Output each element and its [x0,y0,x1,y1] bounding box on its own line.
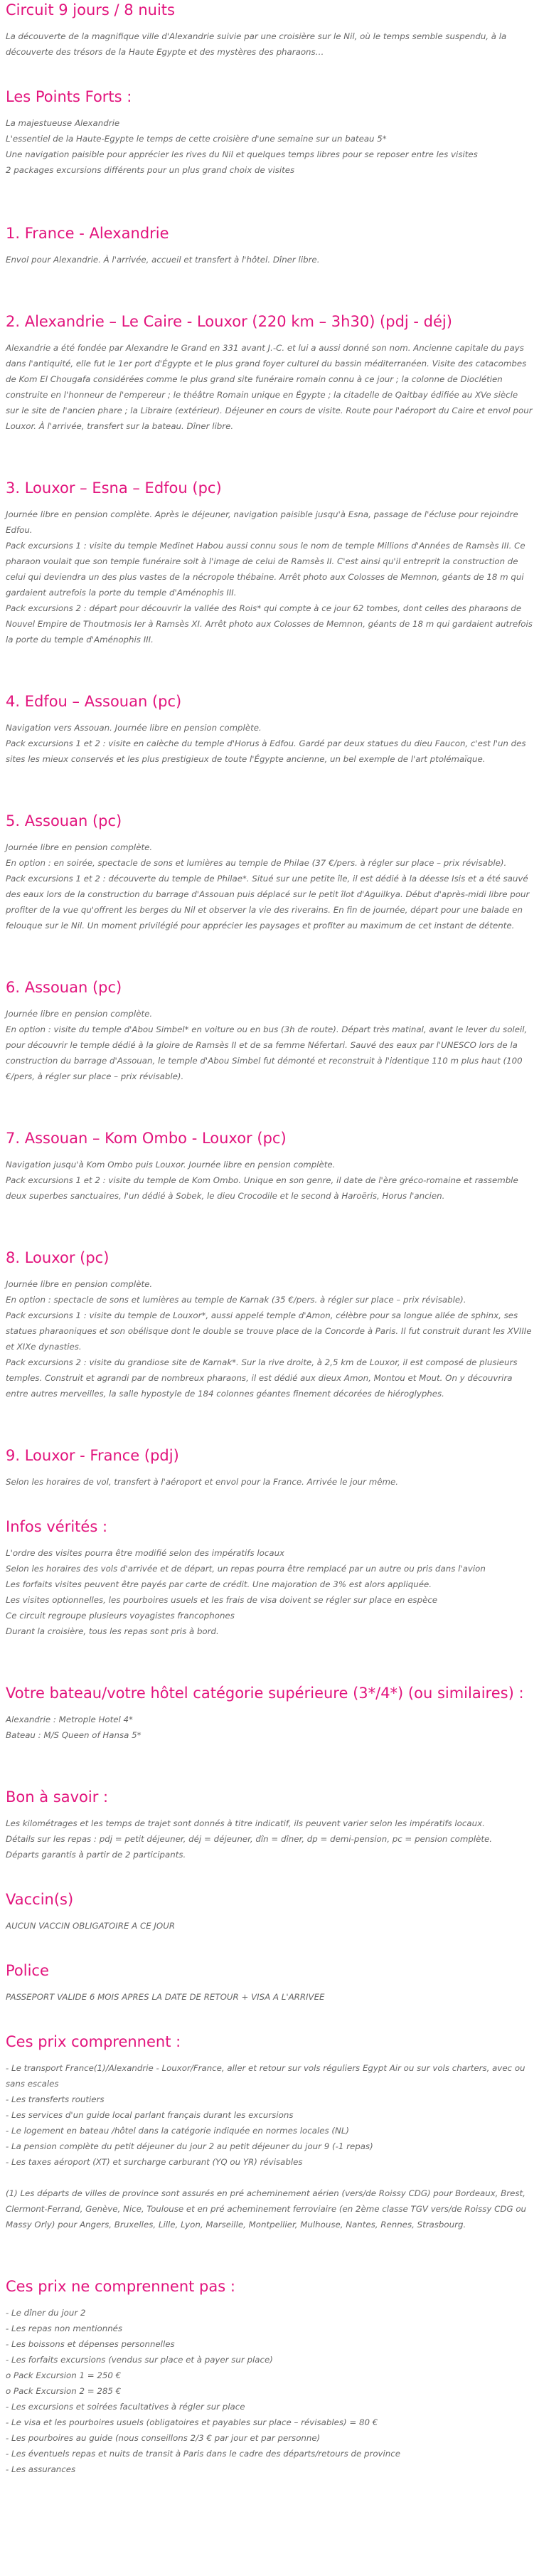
section-title: Votre bateau/votre hôtel catégorie supérieure (3*/4*) (ou similaires) : [6,1685,524,1702]
section-points-forts [6,60,533,178]
section-title: 4. Edfou – Assouan (pc) [6,693,182,710]
section-title: Infos vérités : [6,1518,108,1535]
section-title: Circuit 9 jours / 8 nuits [6,1,175,18]
section-title: Ces prix ne comprennent pas : [6,2278,235,2295]
section-jour-5 [6,767,533,933]
section-title: Vaccin(s) [6,1891,74,1908]
section-jour-6 [6,933,533,1084]
section-infos-verites [6,1490,533,1639]
section-body: Les kilométrages et les temps de trajet sont donnés à titre indicatif, ils peuvent varier selon les impératifs locaux. Détails sur les repas : pdj = petit déjeuner, déj = déjeuner, dîn = dîner, dp = demi-pension, pc = pension complète. Départs garantis à partir de 2 participants. [6,1818,493,1860]
section-title: 1. France - Alexandrie [6,225,169,242]
section-title: Bon à savoir : [6,1788,109,1806]
section-vaccin [6,1862,533,1934]
section-body: Alexandrie : Metrople Hotel 4* Bateau : M/S Queen of Hansa 5* [6,1714,142,1740]
section-bateau [6,1639,533,1743]
section-body: Journée libre en pension complète. Après le déjeuner, navigation paisible jusqu'à Esna, passage de l'écluse pour rejoindre Edfou. Pack excursions 1 : visite du temple Medinet Habou aussi connu sous le nom de temple Millions d'Années de Ramsès III. Ce pharaon voulait que son temple funéraire soit à l'image de celui de Ramsès II. C'est ainsi qu'il entreprit la construction de celui qui deviendra un des plus vastes de la nécropole thébaine. Arrêt photo aux Colosses de Memnon, géants de 18 m qui gardaient autrefois la porte du temple d'Aménophis III. Pack excursions 2 : départ pour découvrir la vallée des Rois* qui compte à ce jour 62 tombes, dont celles des pharaons de Nouvel Empire de Thoutmosis Ier à Ramsès XI. Arrêt photo aux Colosses de Memnon, géants de 18 m qui gardaient autrefois la porte du temple d'Aménophis III. [6,509,533,645]
section-title: 3. Louxor – Esna – Edfou (pc) [6,479,222,497]
section-body: L'ordre des visites pourra être modifié selon des impératifs locaux Selon les horaires des vols d'arrivée et de départ, un repas pourra être remplacé par un autre ou pris dans l'avion Les forfaits visites peuvent être payés par carte de crédit. Une majoration de 3% est alors appliquée. Les visites optionnelles, les pourboires usuels et les frais de visa doivent se régler sur place en espèce Ce circuit regroupe plusieurs voyagistes francophones Durant la croisière, tous les repas sont pris à bord. [6,1548,486,1636]
section-body: Alexandrie a été fondée par Alexandre le Grand en 331 avant J.-C. et lui a aussi donné son nom. Ancienne capitale du pays dans l'antiquité, elle fut le 1er port d'Égypte et le plus grand foyer culturel du bassin méditerranéen. Visite des catacombes de Kom El Chougafa considérées comme le plus grand site funéraire romain connu à ce jour ; la colonne de Dioclétien construite en l'honneur de l'empereur ; le théâtre Romain unique en Égypte ; la citadelle de Qaitbay édifiée au XVe siècle sur le site de l'ancien phare ; la Libraire (extérieur). Déjeuner en cours de visite. Route pour l'aéroport du Caire et envol pour Louxor. À l'arrivée, transfert sur la bateau. Dîner libre. [6,343,533,431]
section-title: 2. Alexandrie – Le Caire - Louxor (220 km – 3h30) (pdj - déj) [6,313,452,330]
section-prix-ne-comprennent-pas [6,2232,533,2477]
section-jour-2 [6,267,533,434]
section-bon-a-savoir [6,1743,533,1862]
section-circuit [6,0,533,60]
section-jour-8 [6,1204,533,1401]
section-body: Navigation vers Assouan. Journée libre en pension complète. Pack excursions 1 et 2 : visite en calèche du temple d'Horus à Edfou. Gardé par deux statues du dieu Faucon, c'est l'un des sites les mieux conservés et les plus prestigieux de toute l'Égypte ancienne, un bel exemple de l'art ptolémaïque. [6,723,526,764]
section-jour-7 [6,1084,533,1204]
section-body: - Le transport France(1)/Alexandrie - Louxor/France, aller et retour sur vols réguliers Egypt Air ou sur vols charters, avec ou sans escales - Les transferts routiers - Les services d'un guide local parlant français durant les excursions - Le logement en bateau /hôtel dans la catégorie indiquée en normes locales (NL) - La pension complète du petit déjeuner du jour 2 au petit déjeuner du jour 9 (-1 repas) - Les taxes aéroport (XT) et surcharge carburant (YQ ou YR) révisables (1) Les départs de villes de province sont assurés en pré acheminement aérien (vers/de Roissy CDG) pour Bordeaux, Brest, Clermont-Ferrand, Genève, Nice, Toulouse et en pré acheminement ferroviaire (en 2ème classe TGV vers/de Roissy CDG ou Massy Orly) pour Angers, Bruxelles, Lille, Lyon, Marseille, Montpellier, Mulhouse, Nantes, Rennes, Strasbourg. [6,2063,527,2230]
section-body: Envol pour Alexandrie. À l'arrivée, accueil et transfert à l'hôtel. Dîner libre. [6,255,320,265]
section-body: La découverte de la magnifique ville d'Alexandrie suivie par une croisière sur le Nil, où le temps semble suspendu, à la découverte des trésors de la Haute Egypte et des mystères des pharaons… [6,31,507,57]
section-body: Selon les horaires de vol, transfert à l'aéroport et envol pour la France. Arrivée le jour même. [6,1477,398,1487]
section-jour-4 [6,647,533,767]
section-body: Journée libre en pension complète. En option : spectacle de sons et lumières au temple de Karnak (35 €/pers. à régler sur place – prix révisable). Pack excursions 1 : visite du temple de Louxor*, aussi appelé temple d'Amon, célèbre pour sa longue allée de sphinx, ses statues pharaoniques et son obélisque dont le double se trouve place de la Concorde à Paris. Il fut construit durant les XVIIIe et XIXe dynasties. Pack excursions 2 : visite du grandiose site de Karnak*. Sur la rive droite, à 2,5 km de Louxor, il est composé de plusieurs temples. Construit et agrandi par de nombreux pharaons, il est dédié aux dieux Amon, Montou et Mout. On y découvrira entre autres merveilles, la salle hypostyle de 184 colonnes géantes finement décorées de hiéroglyphes. [6,1279,532,1399]
section-title: 9. Louxor - France (pdj) [6,1447,179,1464]
section-jour-3 [6,434,533,647]
section-body: AUCUN VACCIN OBLIGATOIRE A CE JOUR [6,1921,176,1931]
section-body: La majestueuse Alexandrie L'essentiel de la Haute-Egypte le temps de cette croisière d'une semaine sur un bateau 5* Une navigation paisible pour apprécier les rives du Nil et quelques temps libres pour se reposer entre les visites 2 packages excursions différents pour un plus grand choix de visites [6,118,478,175]
section-title: 7. Assouan – Kom Ombo - Louxor (pc) [6,1130,287,1147]
section-police [6,1934,533,2005]
section-jour-9 [6,1401,533,1490]
section-prix-comprennent [6,2005,533,2232]
section-body: Navigation jusqu'à Kom Ombo puis Louxor. Journée libre en pension complète. Pack excursions 1 et 2 : visite du temple de Kom Ombo. Unique en son genre, il date de l'ère gréco-romaine et rassemble deux superbes sanctuaires, l'un dédié à Sobek, le dieu Crocodile et le second à Haroëris, Horus l'ancien. [6,1160,518,1201]
section-body: Journée libre en pension complète. En option : en soirée, spectacle de sons et lumières au temple de Philae (37 €/pers. à régler sur place – prix révisable). Pack excursions 1 et 2 : découverte du temple de Philae*. Situé sur une petite île, il est dédié à la déesse Isis et a été sauvé des eaux lors de la construction du barrage d'Assouan puis déplacé sur le petit îlot d'Aguilkya. Début d'après-midi libre pour profiter de la vue qu'offrent les berges du Nil et observer la vie des riverains. En fin de journée, départ pour une balade en felouque sur le Nil. Un moment privilégié pour apprécier les paysages et profiter au maximum de cet instant de détente. [6,842,530,931]
section-title: Les Points Forts : [6,88,132,105]
section-title: Ces prix comprennent : [6,2033,181,2050]
section-body: PASSEPORT VALIDE 6 MOIS APRES LA DATE DE RETOUR + VISA A L'ARRIVEE [6,1992,325,2002]
section-title: 6. Assouan (pc) [6,979,122,996]
section-title: 5. Assouan (pc) [6,812,122,829]
section-title: 8. Louxor (pc) [6,1249,110,1266]
section-body: - Le dîner du jour 2 - Les repas non mentionnés - Les boissons et dépenses personnelles - Les forfaits excursions (vendus sur place et à payer sur place) o Pack Excursion 1 = 250 € o Pack Excursion 2 = 285 € - Les excursions et soirées facultatives à régler sur place - Le visa et les pourboires usuels (obligatoires et payables sur place – révisables) = 80 € - Les pourboires au guide (nous conseillons 2/3 € par jour et par personne) - Les éventuels repas et nuits de transit à Paris dans le cadre des départs/retours de province - Les assurances [6,2308,401,2474]
section-jour-1 [6,178,533,267]
section-title: Police [6,1962,49,1979]
section-body: Journée libre en pension complète. En option : visite du temple d'Abou Simbel* en voiture ou en bus (3h de route). Départ très matinal, avant le lever du soleil, pour découvrir le temple dédié à la gloire de Ramsès II et de sa femme Néfertari. Sauvé des eaux par l'UNESCO lors de la construction du barrage d'Assouan, le temple d'Abou Simbel fut démonté et reconstruit à l'identique 110 m plus haut (100 €/pers, à régler sur place – prix révisable). [6,1009,528,1081]
